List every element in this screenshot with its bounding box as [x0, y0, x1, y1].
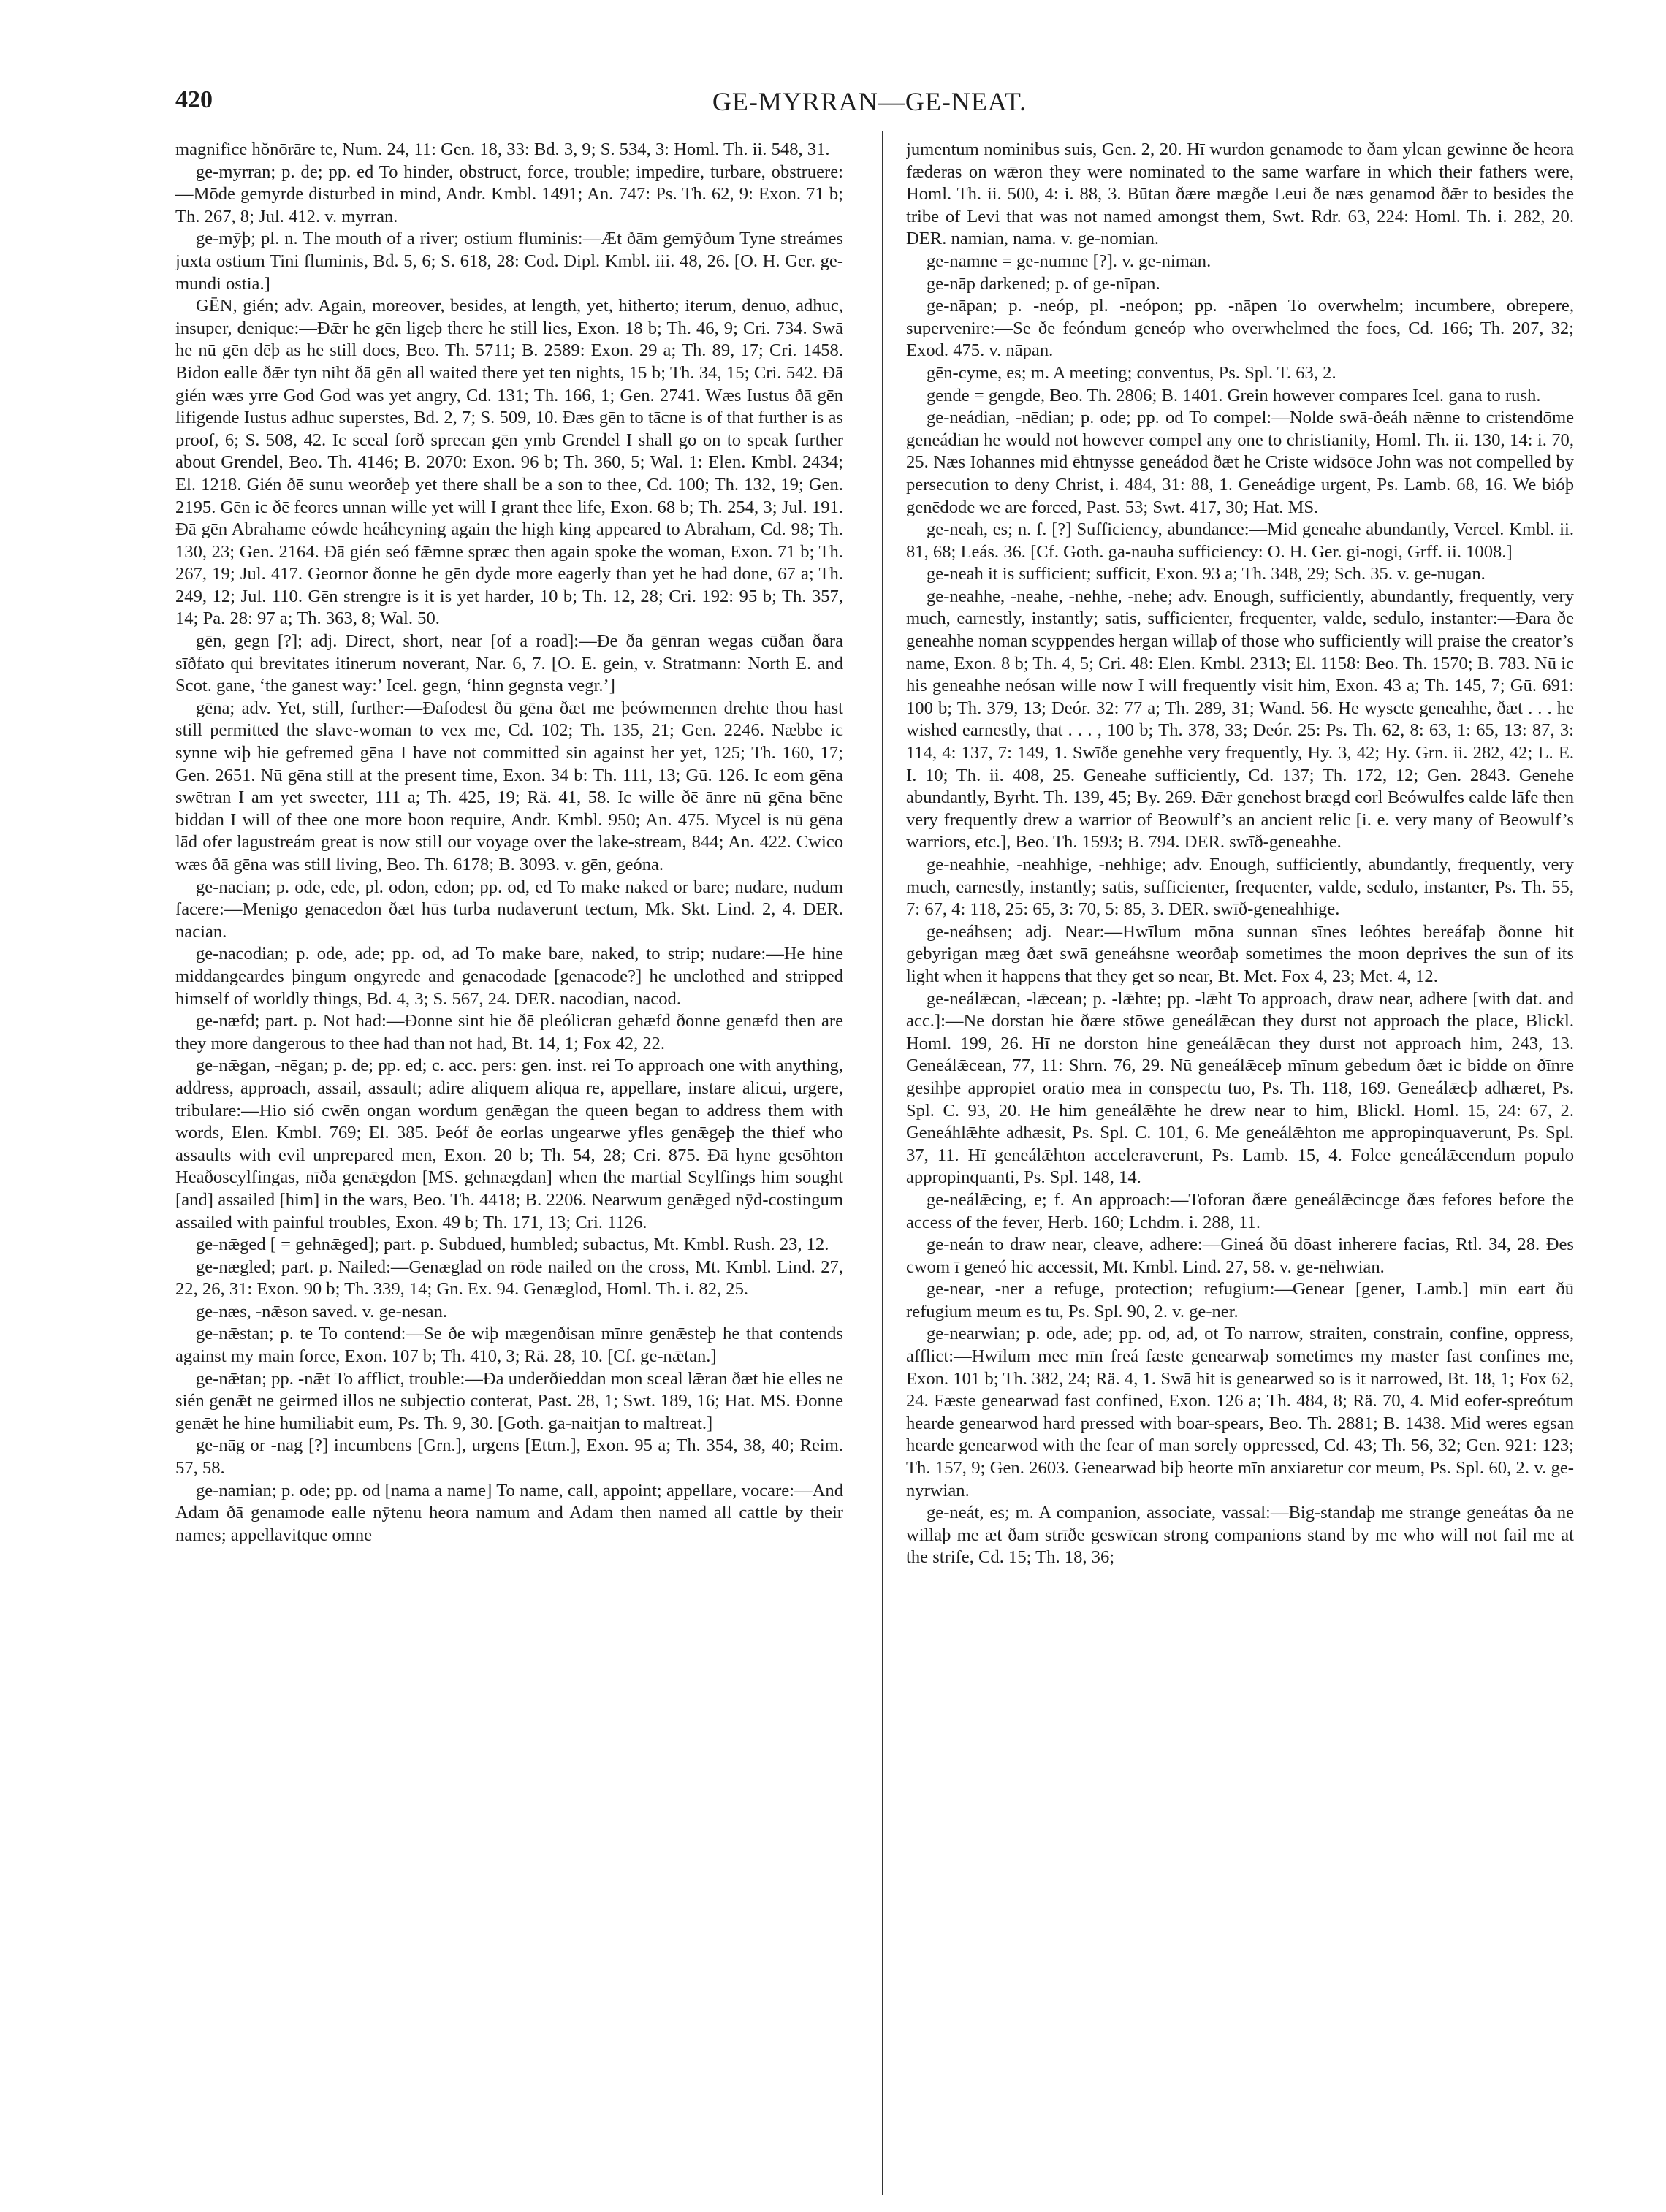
dictionary-entry: ge-namne = ge-numne [?]. v. ge-niman.	[927, 251, 1212, 271]
dictionary-entry: ge-mȳþ; pl. n. The mouth of a river; ostium fluminis:—Æt ðām gemȳðum Tyne streámes juxta ostium Tini fluminis, Bd. 5, 6; S. 618, 28: Cod. Dipl. Kmbl. iii. 48, 26. [O. H. Ger. ge-mundi ostia.]	[175, 229, 843, 294]
page-number: 420	[175, 86, 213, 113]
dictionary-entry: ge-neálǣcing, e; f. An approach:—Toforan ðære geneálǣcincge ðæs fefores before the access of the fever, Herb. 160; Lchdm. i. 288, 11.	[906, 1189, 1574, 1232]
dictionary-entry: ge-neát, es; m. A companion, associate, vassal:—Big-standaþ me strange geneátas ða ne willaþ me æt ðam strīðe geswīcan strong companions stand by me who will not fail me at the strife, Cd. 15; Th. 18, 36;	[906, 1503, 1574, 1568]
dictionary-entry: gende = gengde, Beo. Th. 2806; B. 1401. Grein however compares Icel. gana to rush.	[927, 385, 1541, 405]
dictionary-entry: ge-namian; p. ode; pp. od [nama a name] To name, call, appoint; appellare, vocare:—And Adam ðā genamode ealle nȳtenu heora namum and Adam then named all cattle by their names; appellavitque omne	[175, 1480, 843, 1545]
dictionary-entry: ge-myrran; p. de; pp. ed To hinder, obstruct, force, trouble; impedire, turbare, obstruere:—Mōde gemyrde disturbed in mind, Andr. Kmbl. 1491; An. 747: Ps. Th. 62, 9: Exon. 71 b; Th. 267, 8; Jul. 412. v. myrran.	[175, 161, 843, 226]
left-column	[175, 139, 843, 2192]
running-title: GE-MYRRAN—GE-NEAT.	[712, 87, 1027, 116]
dictionary-entry: gēn, gegn [?]; adj. Direct, short, near [of a road]:—Ðe ða gēnran wegas cūðan ðara sīðfato qui brevitates itinerum noverant, Nar. 6, 7. [O. E. gein, v. Stratmann: North E. and Scot. gane, ‘the ganest way:’ Icel. gegn, ‘hinn gegnsta vegr.’]	[175, 631, 843, 696]
dictionary-entry: ge-nǣgan, -nēgan; p. de; pp. ed; c. acc. pers: gen. inst. rei To approach one with anything, address, approach, assail, assault; adire aliquem aliqua re, appellare, instare alicui, urgere, tribulare:—Hio sió cwēn ongan wordum genǣgan the queen began to address them with words, Elen. Kmbl. 769; El. 385. Þeóf ðe eorlas ungearwe yfles genǣgeþ the thief who assaults with evil unprepared men, Exon. 20 b; Th. 54, 28; Cri. 875. Ðā hyne gesōhton Heaðoscylfingas, nīða genǣgdon [MS. gehnægdan] when the martial Scylfings him sought [and] assailed [him] in the wars, Beo. Th. 4418; B. 2206. Nearwum genǣged nȳd-costingum assailed with painful troubles, Exon. 49 b; Th. 171, 13; Cri. 1126.	[175, 1056, 843, 1232]
dictionary-entry: ge-nǣtan; pp. -nǣt To afflict, trouble:—Ða underðieddan mon sceal lǣran ðæt hie elles ne sién genǣt ne geirmed illos ne subjectio conterat, Past. 28, 1; Swt. 189, 16; Hat. MS. Ðonne genǣt he hine humiliabit eum, Ps. Th. 9, 30. [Goth. ga-naitjan to maltreat.]	[175, 1368, 843, 1433]
dictionary-entry: jumentum nominibus suis, Gen. 2, 20. Hī wurdon genamode to ðam ylcan gewinne ðe heora fæderas on wǣron they were nominated to the same warfare in which their fathers were, Homl. Th. ii. 500, 4: i. 88, 3. Būtan ðære mægðe Leui ðe næs genamod ðǣr to besides the tribe of Levi that was not named amongst them, Swt. Rdr. 63, 224: Homl. Th. i. 282, 20. DER. namian, nama. v. ge-nomian.	[906, 140, 1574, 249]
dictionary-entry: ge-neah it is sufficient; sufficit, Exon. 93 a; Th. 348, 29; Sch. 35. v. ge-nugan.	[927, 564, 1486, 584]
dictionary-entry: gēn-cyme, es; m. A meeting; conventus, Ps. Spl. T. 63, 2.	[927, 362, 1336, 383]
column-divider	[882, 131, 883, 2195]
page-header	[175, 86, 1564, 130]
dictionary-entry: ge-neádian, -nēdian; p. ode; pp. od To compel:—Nolde swā-ðeáh nǣnne to cristendōme geneádian he would not however compel any one to christianity, Homl. Th. ii. 130, 14: i. 70, 25. Næs Iohannes mid ēhtnysse geneádod ðæt he Criste widsōce John was not compelled by persecution to deny Christ, i. 484, 31: 88, 1. Geneádige urgent, Ps. Lamb. 68, 16. We bióþ genēdode we are forced, Past. 53; Swt. 417, 30; Hat. MS.	[906, 408, 1574, 517]
dictionary-entry: ge-nǣged [ = gehnǣged]; part. p. Subdued, humbled; subactus, Mt. Kmbl. Rush. 23, 12.	[196, 1235, 829, 1255]
dictionary-entry: GĒN, gién; adv. Again, moreover, besides, at length, yet, hitherto; iterum, denuo, adhuc, insuper, denique:—Ðǣr he gēn ligeþ there he still lies, Exon. 18 b; Th. 46, 9; Cri. 734. Swā he nū gēn dēþ as he still does, Beo. Th. 5711; B. 2589: Exon. 29 a; Th. 89, 17; Cri. 1458. Bidon ealle ðǣr tyn niht ðā gēn all waited there yet ten nights, 15 b; Th. 34, 15; Cri. 542. Ðā gién wæs yrre God God was yet angry, Cd. 131; Th. 166, 1; Gen. 2741. Wæs Iustus ðā gēn lifigende Iustus adhuc superstes, Bd. 2, 7; S. 509, 10. Ðæs gēn to tācne is of that further is as proof, 6; S. 508, 42. Ic sceal forð sprecan gēn ymb Grendel I shall go on to speak further about Grendel, Beo. Th. 4146; B. 2070: Exon. 96 b; Th. 360, 5; Wal. 1: Elen. Kmbl. 2434; El. 1218. Gién ðē sunu weorðeþ yet there shall be a son to thee, Cd. 100; Th. 132, 19; Gen. 2195. Gēn ic ðē feores unnan wille yet will I grant thee life, Exon. 68 b; Th. 254, 3; Jul. 191. Ðā gēn Abrahame eówde heáhcyning again the high king appeared to Abraham, Cd. 98; Th. 130, 23; Gen. 2164. Ðā gién seó fǣmne spræc then again spoke the woman, Exon. 71 b; Th. 267, 19; Jul. 417. Geornor ðonne he gēn dyde more eagerly than yet he had done, 67 a; Th. 249, 12; Jul. 110. Gēn strengre is it is yet harder, 10 b; Th. 12, 28; Cri. 192: 95 b; Th. 357, 14; Pa. 28: 97 a; Th. 363, 8; Wal. 50.	[175, 296, 843, 629]
dictionary-entry: ge-nāpan; p. -neóp, pl. -neópon; pp. -nāpen To overwhelm; incumbere, obrepere, supervenire:—Se ðe feóndum geneóp who overwhelmed the foes, Cd. 166; Th. 207, 32; Exod. 475. v. nāpan.	[906, 296, 1574, 361]
dictionary-entry: ge-nacian; p. ode, ede, pl. odon, edon; pp. od, ed To make naked or bare; nudare, nudum facere:—Menigo genacedon ðæt hūs turba nudaverunt tectum, Mk. Skt. Lind. 2, 4. DER. nacian.	[175, 877, 843, 942]
dictionary-entry: ge-næs, -nǣson saved. v. ge-nesan.	[196, 1301, 448, 1322]
dictionary-entry: ge-nægled; part. p. Nailed:—Genæglad on rōde nailed on the cross, Mt. Kmbl. Lind. 27, 22, 26, 31: Exon. 90 b; Th. 339, 14; Gn. Ex. 94. Genæglod, Homl. Th. i. 82, 25.	[175, 1256, 843, 1300]
dictionary-entry: ge-nǣstan; p. te To contend:—Se ðe wiþ mægenðisan mīnre genǣsteþ he that contends against my main force, Exon. 107 b; Th. 410, 3; Rä. 28, 10. [Cf. ge-nǣtan.]	[175, 1324, 843, 1367]
dictionary-entry: ge-neah, es; n. f. [?] Sufficiency, abundance:—Mid geneahe abundantly, Vercel. Kmbl. ii. 81, 68; Leás. 36. [Cf. Goth. ga-nauha sufficiency: O. H. Ger. gi-nogi, Grff. ii. 1008.]	[906, 519, 1574, 562]
dictionary-entry: ge-neálǣcan, -lǣcean; p. -lǣhte; pp. -lǣht To approach, draw near, adhere [with dat. and acc.]:—Ne dorstan hie ðære stōwe geneálǣcan they durst not approach the place, Blickl. Homl. 199, 26. Hī ne dorston hine geneálǣcan they durst not approach him, 243, 13. Geneálǣcean, 77, 11: Shrn. 76, 29. Nū geneálǣceþ mīnum gebedum ðæt ic bidde on ðīnre gesihþe appropiet oratio mea in conspectu tuo, Ps. Th. 118, 169. Geneálǣcþ adhæret, Ps. Spl. C. 93, 20. He him geneálǣhte he drew near to him, Blickl. Homl. 15, 24: 67, 2. Geneáhlǣhte adhæsit, Ps. Spl. C. 101, 6. Me geneálǣhton me appropinquaverunt, Ps. Spl. 37, 11. Hī geneálǣhton acceleraverunt, Ps. Lamb. 15, 4. Folce geneálǣcendum populo appropinquanti, Ps. Spl. 148, 14.	[906, 988, 1574, 1188]
dictionary-entry: ge-neáhsen; adj. Near:—Hwīlum mōna sunnan sīnes leóhtes bereáfaþ ðonne hit gebyrigan mæg ðæt swā geneáhsne weorðaþ sometimes the moon deprives the sun of its light when it happens that they get so near, Bt. Met. Fox 4, 23; Met. 4, 12.	[906, 921, 1574, 986]
dictionary-entry: gēna; adv. Yet, still, further:—Ðafodest ðū gēna ðæt me þeówmennen drehte thou hast still permitted the slave-woman to vex me, Cd. 102; Th. 135, 21; Gen. 2246. Næbbe ic synne wiþ hie gefremed gēna I have not committed sin against her yet, 125; Th. 160, 17; Gen. 2651. Nū gēna still at the present time, Exon. 34 b: Th. 111, 13; Gū. 126. Ic eom gēna swētran I am yet sweeter, 111 a; Th. 425, 19; Rä. 41, 58. Ic wille ðē ānre nū gēna bēne biddan I will of thee one more boon require, Andr. Kmbl. 950; An. 475. Mycel is nū gēna lād ofer lagustreám great is now still our voyage over the lake-stream, 844; An. 422. Cwico wæs ðā gēna was still living, Beo. Th. 6178; B. 3093. v. gēn, geóna.	[175, 698, 843, 874]
dictionary-entry: magnifice hŏnōrāre te, Num. 24, 11: Gen. 18, 33: Bd. 3, 9; S. 534, 3: Homl. Th. ii. 548, 31.	[175, 140, 830, 159]
dictionary-entry: ge-neahhie, -neahhige, -nehhige; adv. Enough, sufficiently, abundantly, frequently, very much, earnestly, instantly; satis, sufficienter, frequenter, valde, sedulo, instanter, Ps. Th. 55, 7: 67, 4: 118, 25: 65, 3: 70, 5: 85, 3. DER. swīð-geneahhige.	[906, 855, 1574, 920]
dictionary-entry: ge-nacodian; p. ode, ade; pp. od, ad To make bare, naked, to strip; nudare:—He hine middangeardes þingum ongyrede and genacodade [genacode?] he unclothed and stripped himself of worldly things, Bd. 4, 3; S. 567, 24. DER. nacodian, nacod.	[175, 944, 843, 1009]
dictionary-entry: ge-neán to draw near, cleave, adhere:—Gineá ðū dōast inherere facias, Rtl. 34, 28. Ðes cwom ī geneó hic accessit, Mt. Kmbl. Lind. 27, 58. v. ge-nēhwian.	[906, 1235, 1574, 1277]
dictionary-entry: ge-næfd; part. p. Not had:—Ðonne sint hie ðē pleólicran gehæfd ðonne genæfd then are they more dangerous to thee had than not had, Bt. 14, 1; Fox 42, 22.	[175, 1011, 843, 1053]
dictionary-entry: ge-nāp darkened; p. of ge-nīpan.	[927, 273, 1160, 294]
dictionary-entry: ge-near, -ner a refuge, protection; refugium:—Genear [gener, Lamb.] mīn eart ðū refugium meum es tu, Ps. Spl. 90, 2. v. ge-ner.	[906, 1279, 1574, 1322]
dictionary-entry: ge-nāg or -nag [?] incumbens [Grn.], urgens [Ettm.], Exon. 95 a; Th. 354, 38, 40; Reim. 57, 58.	[175, 1435, 843, 1479]
dictionary-entry: ge-neahhe, -neahe, -nehhe, -nehe; adv. Enough, sufficiently, abundantly, frequently, very much, earnestly, instantly; satis, sufficienter, frequenter, valde, sedulo, instanter:—Ðara ðe geneahhe noman scyppendes hergan willaþ of those who sufficiently will praise the creator’s name, Exon. 8 b; Th. 4, 5; Cri. 48: Elen. Kmbl. 2313; El. 1158: Beo. Th. 1570; B. 783. Nū ic his geneahhe neósan wille now I will frequently visit him, Exon. 43 a; Th. 145, 7; Gū. 691: 100 b; Th. 379, 13; Deór. 32: 77 a; Th. 289, 31; Wand. 56. He wyscte geneahhe, ðæt . . . he wished earnestly, that . . . , 100 b; Th. 378, 33; Deór. 25: Ps. Th. 62, 8: 63, 1: 65, 13: 87, 3: 114, 4: 137, 7: 149, 1. Swīðe genehhe very frequently, Hy. 3, 42; Hy. Grn. ii. 282, 42; L. E. I. 10; Th. ii. 408, 25. Geneahe sufficiently, Cd. 137; Th. 172, 12; Gen. 2843. Genehe abundantly, Byrht. Th. 139, 45; By. 269. Ðǣr genehost brægd eorl Beówulfes ealde lāfe then very frequently drew a warrior of Beowulf’s an ancient relic [i. e. very many of Beowulf’s warriors, etc.], Beo. Th. 1593; B. 794. DER. swīð-geneahhe.	[906, 586, 1574, 853]
dictionary-entry: ge-nearwian; p. ode, ade; pp. od, ad, ot To narrow, straiten, constrain, confine, oppress, afflict:—Hwīlum mec mīn freá fæste genearwaþ sometimes my master fast confines me, Exon. 101 b; Th. 382, 24; Rä. 4, 1. Swā hit is genearwed so is it narrowed, Bt. 18, 1; Fox 62, 24. Fæste genearwad fast confined, Exon. 126 a; Th. 484, 8; Rä. 70, 4. Mid eofer-spreótum hearde genearwod hard pressed with boar-spears, Beo. Th. 2881; B. 1438. Mid weres egsan hearde genearwod with the fear of man sorely oppressed, Cd. 43; Th. 56, 32; Gen. 921: 123; Th. 157, 9; Gen. 2603. Genearwad biþ heorte mīn anxiaretur cor meum, Ps. Spl. 60, 2. v. ge-nyrwian.	[906, 1324, 1574, 1500]
right-column	[906, 139, 1574, 2192]
